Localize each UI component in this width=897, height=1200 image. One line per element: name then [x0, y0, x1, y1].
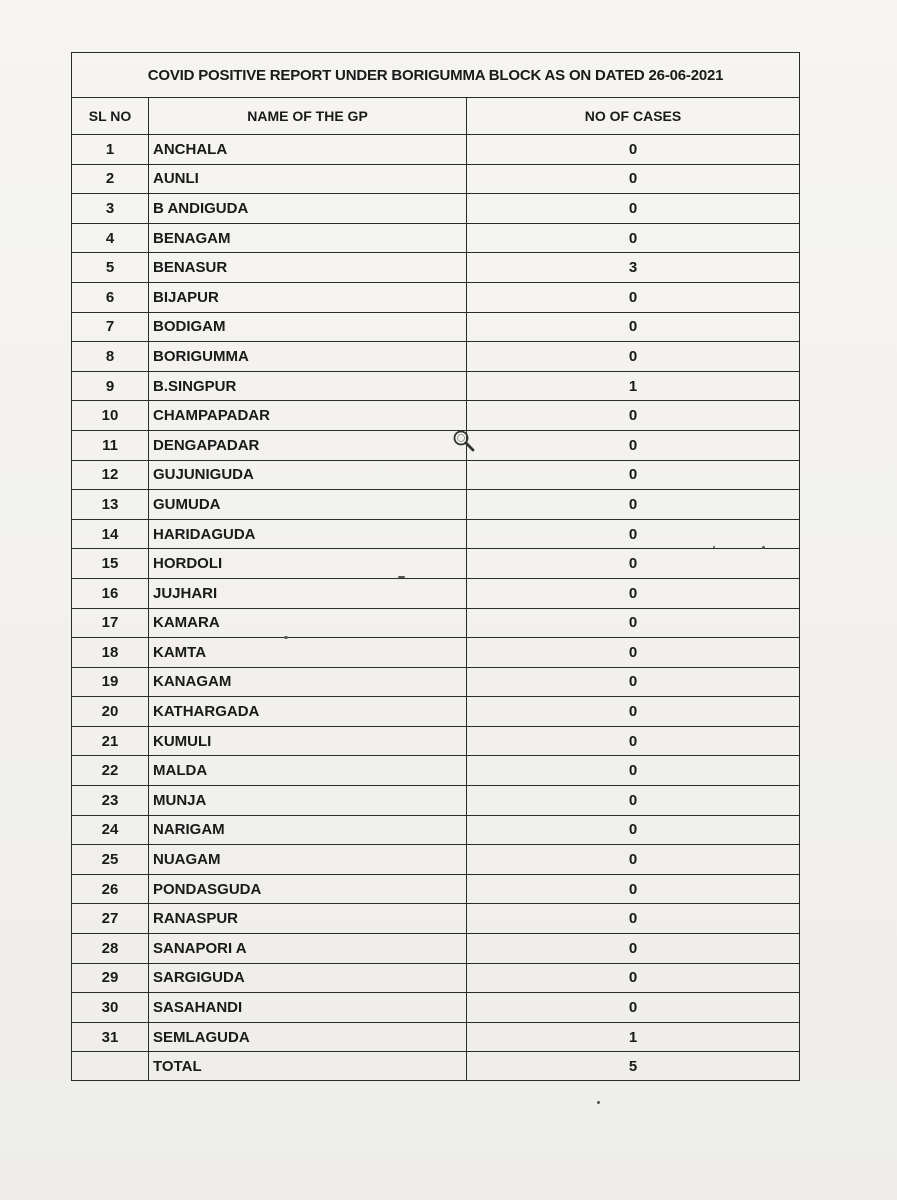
cases-cell: 0	[467, 697, 800, 727]
cases-cell: 0	[467, 490, 800, 520]
cases-cell: 0	[467, 845, 800, 875]
table-row	[72, 726, 800, 756]
cases-cell: 0	[467, 342, 800, 372]
sl-cell: 5	[72, 253, 149, 283]
sl-cell: 29	[72, 963, 149, 993]
cases-cell: 0	[467, 312, 800, 342]
gp-name-cell: SANAPORI A	[149, 934, 467, 964]
sl-cell: 2	[72, 164, 149, 194]
sl-cell: 25	[72, 845, 149, 875]
table-row	[72, 845, 800, 875]
sl-cell: 31	[72, 1022, 149, 1052]
table-row	[72, 1022, 800, 1052]
cases-cell: 0	[467, 282, 800, 312]
sl-cell: 6	[72, 282, 149, 312]
cases-cell: 0	[467, 756, 800, 786]
gp-name-cell: BIJAPUR	[149, 282, 467, 312]
table-row	[72, 371, 800, 401]
cases-cell: 0	[467, 194, 800, 224]
table-row	[72, 282, 800, 312]
gp-name-cell: PONDASGUDA	[149, 874, 467, 904]
gp-name-cell: BENAGAM	[149, 223, 467, 253]
table-row	[72, 667, 800, 697]
cases-cell: 0	[467, 667, 800, 697]
paper-speck	[713, 546, 715, 548]
gp-name-cell: GUJUNIGUDA	[149, 460, 467, 490]
cases-cell: 1	[467, 1022, 800, 1052]
sl-cell: 13	[72, 490, 149, 520]
cases-cell: 0	[467, 874, 800, 904]
table-row	[72, 401, 800, 431]
gp-name-cell: GUMUDA	[149, 490, 467, 520]
gp-name-cell: HORDOLI	[149, 549, 467, 579]
table-row	[72, 934, 800, 964]
sl-cell: 14	[72, 519, 149, 549]
table-row	[72, 904, 800, 934]
sl-cell: 26	[72, 874, 149, 904]
gp-name-cell: CHAMPAPADAR	[149, 401, 467, 431]
header-row	[72, 98, 800, 135]
table-row	[72, 194, 800, 224]
cases-cell: 0	[467, 904, 800, 934]
table-row	[72, 253, 800, 283]
gp-name-cell: SEMLAGUDA	[149, 1022, 467, 1052]
cases-cell: 0	[467, 460, 800, 490]
sl-cell: 30	[72, 993, 149, 1023]
gp-name-cell: BENASUR	[149, 253, 467, 283]
cases-cell: 0	[467, 164, 800, 194]
table-row	[72, 756, 800, 786]
gp-name-cell: KUMULI	[149, 726, 467, 756]
table-row	[72, 549, 800, 579]
table-row	[72, 342, 800, 372]
cases-cell: 0	[467, 608, 800, 638]
table-row	[72, 786, 800, 816]
sl-cell: 24	[72, 815, 149, 845]
gp-name-cell: B ANDIGUDA	[149, 194, 467, 224]
cases-cell: 0	[467, 430, 800, 460]
sl-cell: 16	[72, 578, 149, 608]
gp-name-cell: SASAHANDI	[149, 993, 467, 1023]
sl-cell: 18	[72, 638, 149, 668]
title-row	[72, 53, 800, 98]
cases-cell: 0	[467, 815, 800, 845]
cases-cell: 1	[467, 371, 800, 401]
sl-cell: 23	[72, 786, 149, 816]
table-row	[72, 608, 800, 638]
table-row	[72, 490, 800, 520]
cases-cell: 0	[467, 519, 800, 549]
gp-name-cell: BODIGAM	[149, 312, 467, 342]
gp-name-cell: DENGAPADAR	[149, 430, 467, 460]
gp-name-cell: JUJHARI	[149, 578, 467, 608]
table-row	[72, 135, 800, 165]
gp-name-cell: MUNJA	[149, 786, 467, 816]
column-header-gp-name: NAME OF THE GP	[149, 98, 467, 135]
sl-cell: 15	[72, 549, 149, 579]
cases-cell: 0	[467, 401, 800, 431]
paper-speck	[762, 546, 765, 549]
column-header-cases: NO OF CASES	[467, 98, 800, 135]
table-row	[72, 874, 800, 904]
covid-report-table	[71, 52, 800, 1081]
sl-cell: 9	[72, 371, 149, 401]
cases-cell: 0	[467, 223, 800, 253]
cases-cell: 0	[467, 993, 800, 1023]
cases-cell: 0	[467, 135, 800, 165]
total-row	[72, 1052, 800, 1081]
sl-cell: 7	[72, 312, 149, 342]
gp-name-cell: NUAGAM	[149, 845, 467, 875]
cases-cell: 0	[467, 963, 800, 993]
table-row	[72, 815, 800, 845]
cases-cell: 0	[467, 726, 800, 756]
gp-name-cell: BORIGUMMA	[149, 342, 467, 372]
report-title: COVID POSITIVE REPORT UNDER BORIGUMMA BLOCK AS ON DATED 26-06-2021	[72, 53, 800, 98]
gp-name-cell: SARGIGUDA	[149, 963, 467, 993]
sl-cell: 27	[72, 904, 149, 934]
table-row	[72, 312, 800, 342]
paper-speck	[284, 636, 288, 639]
sl-cell: 1	[72, 135, 149, 165]
gp-name-cell: NARIGAM	[149, 815, 467, 845]
total-label: TOTAL	[149, 1052, 467, 1081]
table-row	[72, 963, 800, 993]
table-row	[72, 223, 800, 253]
cases-cell: 3	[467, 253, 800, 283]
cases-cell: 0	[467, 934, 800, 964]
cases-cell: 0	[467, 578, 800, 608]
sl-cell: 17	[72, 608, 149, 638]
gp-name-cell: KAMARA	[149, 608, 467, 638]
sl-cell: 21	[72, 726, 149, 756]
sl-cell: 22	[72, 756, 149, 786]
sl-cell: 4	[72, 223, 149, 253]
magnifier-icon	[452, 429, 476, 453]
table-row	[72, 519, 800, 549]
sl-cell: 8	[72, 342, 149, 372]
table-row	[72, 430, 800, 460]
gp-name-cell: MALDA	[149, 756, 467, 786]
table-row	[72, 697, 800, 727]
table-row	[72, 460, 800, 490]
gp-name-cell: ANCHALA	[149, 135, 467, 165]
paper-speck	[597, 1101, 600, 1104]
gp-name-cell: KANAGAM	[149, 667, 467, 697]
column-header-sl-no: SL NO	[72, 98, 149, 135]
gp-name-cell: AUNLI	[149, 164, 467, 194]
cases-cell: 0	[467, 549, 800, 579]
table-row	[72, 993, 800, 1023]
sl-cell: 28	[72, 934, 149, 964]
total-sl-cell	[72, 1052, 149, 1081]
gp-name-cell: KAMTA	[149, 638, 467, 668]
sl-cell: 12	[72, 460, 149, 490]
gp-name-cell: KATHARGADA	[149, 697, 467, 727]
gp-name-cell: RANASPUR	[149, 904, 467, 934]
paper-speck	[398, 576, 405, 578]
sl-cell: 3	[72, 194, 149, 224]
table-row	[72, 638, 800, 668]
gp-name-cell: HARIDAGUDA	[149, 519, 467, 549]
gp-name-cell: B.SINGPUR	[149, 371, 467, 401]
table-row	[72, 578, 800, 608]
sl-cell: 19	[72, 667, 149, 697]
sl-cell: 20	[72, 697, 149, 727]
cases-cell: 0	[467, 786, 800, 816]
cases-cell: 0	[467, 638, 800, 668]
table-row	[72, 164, 800, 194]
sl-cell: 11	[72, 430, 149, 460]
total-cases: 5	[467, 1052, 800, 1081]
sl-cell: 10	[72, 401, 149, 431]
